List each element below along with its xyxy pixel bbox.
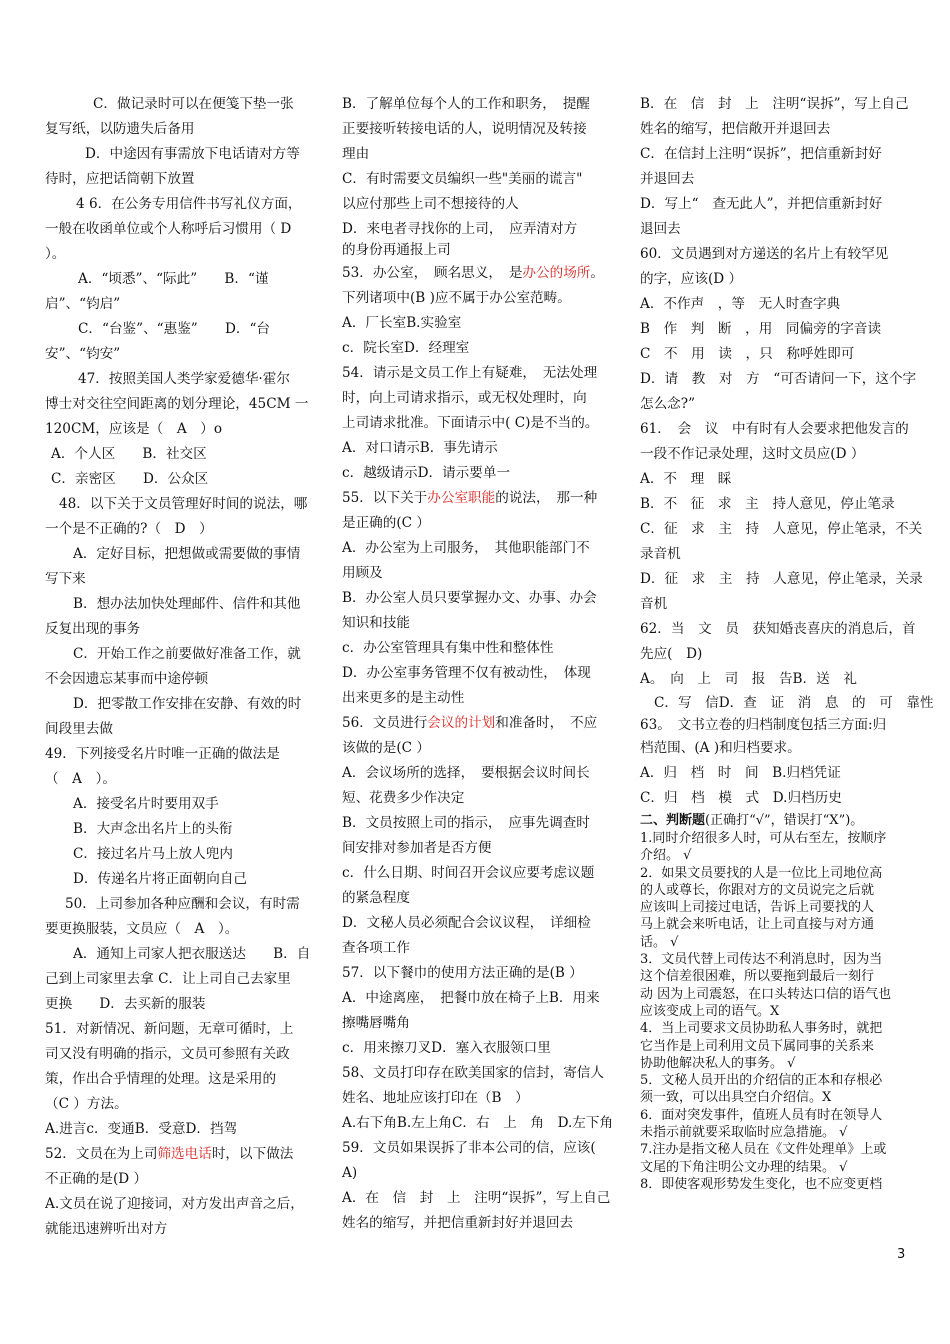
text-line: （ A ）。	[45, 771, 116, 787]
text-line: A．中途离座， 把餐巾放在椅子上B．用来	[342, 990, 600, 1006]
text-line: 一个是不正确的?（ D ）	[45, 521, 213, 537]
text-line: 录音机	[640, 546, 681, 562]
text-line: A.文员在说了迎接词，对方发出声音之后，	[45, 1196, 304, 1212]
judgement-section	[640, 811, 908, 1193]
question-53: 53．办公室， 顾名思义， 是办公的场所。	[342, 265, 604, 281]
text-line: 怎么念?”	[640, 396, 696, 412]
text-line: 姓名、地址应该打印在（B ）	[342, 1090, 529, 1106]
text-line: 策，作出合乎情理的处理。这是采用的	[45, 1071, 277, 1087]
text-line: A.进言c．变通B．受意D．挡驾	[45, 1121, 238, 1137]
text-line: A．定好目标，把想做或需要做的事情	[73, 546, 301, 562]
text-line: 文尾的下角注明公文办理的结果。 √	[640, 1159, 848, 1175]
text-line: c．越级请示D．请示要单一	[342, 465, 511, 481]
question-47: 47．按照美国人类学家爱德华·霍尔	[78, 371, 290, 387]
text-line: 的人或尊长，你跟对方的文员说完之后就	[640, 882, 875, 898]
text-line: 安”、“钧安”	[45, 346, 121, 362]
text-line: （C ）方法。	[45, 1096, 128, 1112]
text-line: B．在 信 封 上 注明“误拆”，写上自己	[640, 96, 909, 112]
judge-item: 5．文秘人员开出的介绍信的正本和存根必	[640, 1073, 883, 1089]
section-heading: 二、判断题(正确打“√”，错误打“X”)。	[640, 813, 864, 828]
question-56: 56．文员进行会议的计划和准备时， 不应	[342, 715, 598, 731]
text-line: 博士对交往空间距离的划分理论，45CM 一	[45, 396, 309, 412]
text-line: D．征 求 主 持 人意见，停止笔录，关录	[640, 571, 923, 587]
text-line: 姓名的缩写，把信敞开并退回去	[640, 121, 831, 137]
text-line: A．接受名片时要用双手	[73, 796, 219, 812]
text-line: 的身份再通报上司	[342, 242, 451, 258]
question-60: 60．文员遇到对方递送的名片上有较罕见	[640, 246, 889, 262]
text-line: 的字，应该(D ）	[640, 271, 743, 287]
text-line: c．院长室D．经理室	[342, 340, 470, 356]
text-line: 上司请求批准。下面请示中( C)是不当的。	[342, 415, 599, 431]
text-line: A．办公室为上司服务， 其他职能部门不	[342, 540, 590, 556]
text-line: C．“台鉴”、“惠鉴” D．“台	[78, 321, 270, 337]
column-left	[45, 92, 310, 1242]
text-line: D．把零散工作安排在安静、有效的时	[73, 696, 302, 712]
text-line: 一般在收函单位或个人称呼后习惯用（ D	[45, 221, 292, 237]
text-line: 正要接听转接电话的人，说明情况及转接	[342, 121, 587, 137]
text-line: D．写上“ 查无此人”，并把信重新封好	[640, 196, 883, 212]
link-text[interactable]: 会议的计划	[427, 715, 496, 731]
text-line: A．“顷悉”、“际此” B．“谨	[78, 271, 269, 287]
judge-item: 6．面对突发事件，值班人员有时在领导人	[640, 1107, 883, 1123]
text-line: 下列诸项中(B )应不属于办公室范畴。	[342, 290, 571, 306]
question-62: 62．当 文 员 获知婚丧喜庆的消息后，首	[640, 621, 916, 637]
text-line: A．在 信 封 上 注明“误拆”，写上自己	[342, 1190, 611, 1206]
question-49: 49．下列接受名片时唯一正确的做法是	[45, 746, 280, 762]
text-line: C．有时需要文员编织一些"美丽的谎言"	[342, 171, 583, 187]
text-line: 短、花费多少作决定	[342, 790, 465, 806]
text-line: A.右下角B.左上角C．右 上 角 D.左下角	[342, 1115, 614, 1131]
text-line: 启”、“钧启”	[45, 296, 121, 312]
text-line: 出来更多的是主动性	[342, 690, 465, 706]
text-line: A．不 理 睬	[640, 471, 732, 487]
question-57: 57．以下餐巾的使用方法正确的是(B ）	[342, 965, 583, 981]
text-line: A．个人区 B．社交区	[51, 446, 207, 462]
question-63: 63。 文书立卷的归档制度包括三方面:归	[640, 717, 887, 733]
text-line: D．办公室事务管理不仅有被动性， 体现	[342, 665, 591, 681]
text-line: A．归 档 时 间 B.归档凭证	[640, 765, 841, 781]
text-line: 先应( D)	[640, 646, 703, 662]
question-52: 52．文员在为上司筛选电话时，以下做法	[45, 1146, 294, 1162]
text-line: A．对口请示B．事先请示	[342, 440, 498, 456]
text-line: 协助他解决私人的事务。 √	[640, 1055, 796, 1071]
text-line: 擦嘴唇嘴角	[342, 1015, 410, 1031]
text-line: C．归 档 模 式 D.归档历史	[640, 790, 842, 806]
text-line: c．什么日期、时间召开会议应要考虑议题	[342, 865, 595, 881]
text-line: 它当作是上司利用文员下属同事的关系来	[640, 1038, 875, 1054]
text-line: 间段里去做	[45, 721, 113, 737]
text-line: A．不作声 ，等 无人时查字典	[640, 296, 841, 312]
text-line: A)	[342, 1165, 358, 1181]
judge-item: 8．即使客观形势发生变化，也不应变更档	[640, 1176, 883, 1192]
text-line: 120CM，应该是（ A ）o	[45, 421, 223, 437]
text-line: A．厂长室B.实验室	[342, 315, 462, 331]
text-line: B．不 征 求 主 持人意见，停止笔录	[640, 496, 895, 512]
text-line: ）。	[45, 246, 66, 262]
text-line: 不会因遗忘某事而中途停顿	[45, 671, 209, 687]
judge-item: 7.注办是指文秘人员在《文件处理单》上或	[640, 1142, 887, 1158]
text-line: 写下来	[45, 571, 86, 587]
text-line: B．文员按照上司的指示， 应事先调查时	[342, 815, 590, 831]
link-text[interactable]: 筛选电话	[157, 1146, 212, 1162]
text-line: 动 因为上司震怒，在口头转达口信的语气也	[640, 986, 892, 1002]
text-line: B．大声念出名片上的头衔	[73, 821, 233, 837]
text-line: B．了解单位每个人的工作和职务， 提醒	[342, 96, 590, 112]
text-line: C．在信封上注明“误拆”，把信重新封好	[640, 146, 882, 162]
judge-item: 1.同时介绍很多人时，可从右至左，按顺序	[640, 831, 887, 846]
text-line: C．征 求 主 持 人意见，停止笔录，不关	[640, 521, 923, 537]
text-line: 的紧急程度	[342, 890, 410, 906]
text-line: A．通知上司家人把衣服送达 B．自	[73, 946, 311, 962]
text-line: C．接过名片马上放人兜内	[73, 846, 233, 862]
text-line: 时，向上司请求指示，或无权处理时，向	[342, 390, 587, 406]
question-48: 48．以下关于文员管理好时间的说法，哪	[59, 496, 308, 512]
text-line: 退回去	[640, 221, 681, 237]
question-58: 58、文员打印存在欧美国家的信封，寄信人	[342, 1065, 604, 1081]
text-line: D．请 教 对 方 “可否请问一下，这个字	[640, 371, 917, 387]
text-line: C．写 信D．查 证 消 息 的 可 靠性	[654, 695, 934, 711]
question-54: 54．请示是文员工作上有疑难， 无法处理	[342, 365, 598, 381]
text-line: D．传递名片将正面朝向自己	[73, 871, 248, 887]
text-line: D．来电者寻找你的上司， 应弄清对方	[342, 221, 578, 237]
judge-item: 2．如果文员要找的人是一位比上司地位高	[640, 865, 883, 881]
text-line: 音机	[640, 596, 668, 612]
text-line: 介绍。 √	[640, 848, 692, 864]
text-line: 待时，应把话筒朝下放置	[45, 171, 195, 187]
text-line: 知识和技能	[342, 615, 410, 631]
text-line: 己到上司家里去拿 C．让上司自己去家里	[45, 971, 291, 987]
text-line: 不正确的是(D ）	[45, 1171, 148, 1187]
text-line: 马上就会来听电话，让上司直接与对方通	[640, 917, 875, 933]
judge-item: 3．文员代替上司传达不利消息时，因为当	[640, 952, 883, 968]
text-line: 一段不作记录处理，这时文员应(D ）	[640, 446, 865, 462]
question-46: 4 6．在公务专用信件书写礼仪方面，	[76, 196, 302, 212]
text-line: 用顾及	[342, 565, 383, 581]
text-line: 姓名的缩写，并把信重新封好并退回去	[342, 1215, 574, 1231]
text-line: 复写纸，以防遗失后备用	[45, 121, 195, 137]
text-line: C．做记录时可以在便笺下垫一张	[93, 96, 294, 112]
text-line: D．文秘人员必须配合会议议程， 详细检	[342, 915, 591, 931]
question-51: 51．对新情况、新问题，无章可循时，上	[45, 1021, 294, 1037]
question-59: 59．文员如果误拆了非本公司的信，应该(	[342, 1140, 596, 1156]
column-middle	[342, 92, 614, 1236]
text-line: C 不 用 读 ，只 称呼姓即可	[640, 346, 855, 362]
text-line: 更换 D．去买新的服装	[45, 996, 206, 1012]
text-line: B 作 判 断 ，用 同偏旁的字音读	[640, 321, 882, 337]
text-line: 以应付那些上司不想接待的人	[342, 196, 519, 212]
text-line: 就能迅速辨听出对方	[45, 1221, 168, 1237]
text-line: B．想办法加快处理邮件、信件和其他	[73, 596, 301, 612]
text-line: 须一致，可以出具空白介绍信。X	[640, 1090, 832, 1106]
link-text[interactable]: 办公室职能	[427, 490, 496, 506]
text-line: 话。 √	[640, 934, 679, 950]
text-line: D．中途因有事需放下电话请对方等	[85, 146, 300, 162]
question-55: 55．以下关于办公室职能的说法， 那一种	[342, 490, 598, 506]
question-50: 50．上司参加各种应酬和会议，有时需	[65, 896, 300, 912]
text-line: 并退回去	[640, 171, 695, 187]
text-line: 应该变成上司的语气。X	[640, 1003, 780, 1019]
judge-item: 4．当上司要求文员协助私人事务时，就把	[640, 1021, 883, 1037]
text-line: C．亲密区 D．公众区	[51, 471, 209, 487]
text-line: 是正确的(C ）	[342, 515, 430, 531]
text-line: 司又没有明确的指示，文员可参照有关政	[45, 1046, 290, 1062]
text-line: 这个信差很困难，所以要拖到最后一刻行	[640, 969, 875, 985]
text-line: 该做的是(C ）	[342, 740, 430, 756]
text-line: 应该叫上司接过电话，告诉上司要找的人	[640, 900, 875, 916]
text-line: c．用来擦刀叉D．塞入衣服领口里	[342, 1040, 551, 1056]
text-line: 档范围、(A )和归档要求。	[640, 740, 801, 756]
text-line: c．办公室管理具有集中性和整体性	[342, 640, 554, 656]
text-line: C．开始工作之前要做好准备工作，就	[73, 646, 301, 662]
text-line: B．办公室人员只要掌握办文、办事、办会	[342, 590, 597, 606]
text-line: A。 向 上 司 报 告B．送 礼	[640, 671, 857, 687]
question-61: 61． 会 议 中有时有人会要求把他发言的	[640, 421, 909, 437]
text-line: 间安排对参加者是否方便	[342, 840, 492, 856]
text-line: 未指示前就要采取临时应急措施。 √	[640, 1125, 848, 1141]
text-line: A．会议场所的选择， 要根据会议时间长	[342, 765, 590, 781]
text-line: 要更换服装，文员应（ A ）。	[45, 921, 239, 937]
column-right	[640, 92, 934, 1193]
link-text[interactable]: 办公的场所	[522, 265, 591, 281]
text-line: 理由	[342, 146, 370, 162]
text-line: 查各项工作	[342, 940, 410, 956]
page-number: 3	[897, 1247, 906, 1262]
text-line: 反复出现的事务	[45, 621, 141, 637]
